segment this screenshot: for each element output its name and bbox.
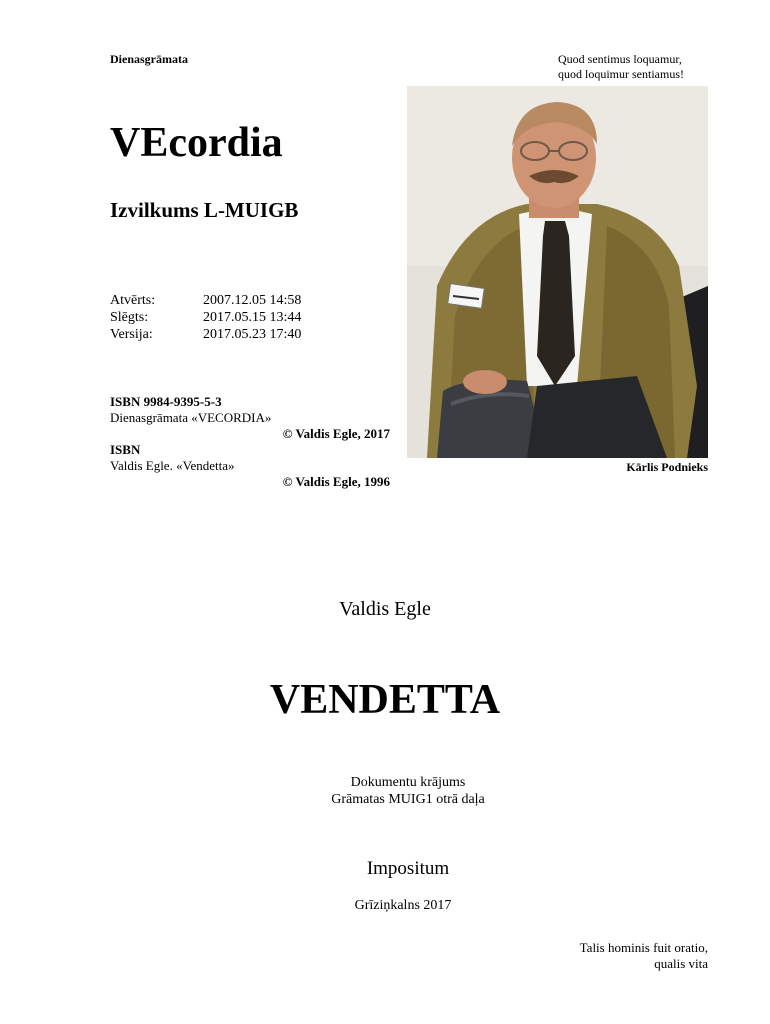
date-value: 2017.05.23 17:40 (203, 327, 302, 342)
motto-top-line1: Quod sentimus loquamur, (558, 52, 682, 66)
date-label: Slēgts: (110, 310, 149, 325)
motto-top-line2: quod loquimur sentiamus! (558, 67, 684, 81)
isbn-number-2: ISBN (110, 442, 141, 457)
page-title: VEcordia (110, 120, 283, 166)
date-value: 2017.05.15 13:44 (203, 310, 302, 325)
date-label: Versija: (110, 327, 153, 342)
page-subtitle: Izvilkums L-MUIGB (110, 198, 299, 222)
motto-top (558, 52, 684, 82)
isbn-number: ISBN 9984-9395-5-3 (110, 394, 222, 409)
header-label: Dienasgrāmata (110, 52, 188, 66)
date-row-opened (110, 292, 301, 309)
impositum-label: Impositum (366, 858, 450, 879)
photo-caption: Kārlis Podnieks (626, 460, 708, 474)
date-row-closed (110, 309, 301, 326)
author-photo (407, 86, 708, 458)
book-description-line1: Dokumentu krājums (350, 775, 466, 790)
isbn-book-name-2: Valdis Egle. «Vendetta» (110, 458, 235, 473)
motto-bottom-line1: Talis hominis fuit oratio, (579, 940, 708, 955)
motto-bottom (520, 940, 708, 972)
date-value: 2007.12.05 14:58 (203, 293, 302, 308)
isbn-block (110, 394, 390, 490)
portrait-image (407, 86, 708, 458)
place-year: Grīziņkalns 2017 (354, 898, 452, 913)
dates-table (110, 292, 301, 343)
motto-bottom-line2: qualis vita (654, 956, 708, 971)
book-author: Valdis Egle (339, 598, 431, 620)
isbn-copyright: © Valdis Egle, 2017 (282, 426, 390, 441)
date-row-version (110, 326, 301, 343)
book-description-line2: Grāmatas MUIG1 otrā daļa (331, 792, 485, 807)
isbn-book-name: Dienasgrāmata «VECORDIA» (110, 410, 272, 425)
date-label: Atvērts: (110, 293, 156, 308)
isbn-copyright-2: © Valdis Egle, 1996 (282, 474, 390, 489)
book-title: VENDETTA (269, 677, 501, 723)
book-description (0, 774, 770, 808)
